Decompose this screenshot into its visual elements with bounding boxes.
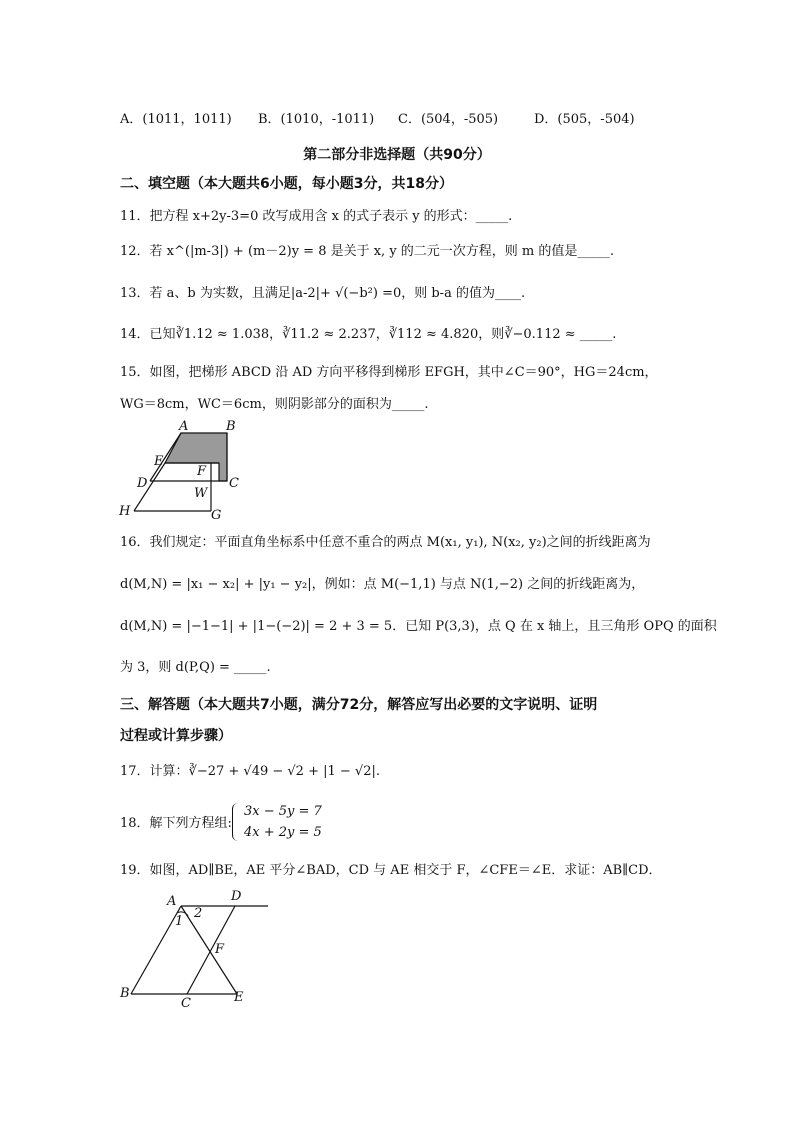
label-c: C	[181, 996, 191, 1010]
label-h: H	[119, 504, 131, 519]
system-brace	[232, 803, 239, 841]
equation-1: 3x − 5y = 7	[244, 804, 322, 819]
question-17: 17．计算：∛−27 + √49 − √2 + |1 − √2|.	[120, 764, 380, 779]
question-15-line-1: 15．如图，把梯形 ABCD 沿 AD 方向平移得到梯形 EFGH，其中∠C＝90°，HG＝24cm，	[120, 365, 658, 380]
label-b: B	[120, 986, 130, 1001]
label-g: G	[211, 508, 222, 523]
label-d: D	[137, 476, 148, 491]
label-f: F	[197, 464, 207, 479]
question-16-line-1: 16．我们规定：平面直角坐标系中任意不重合的两点 M(x₁, y₁), N(x₂, y₂)之间的折线距离为	[120, 535, 651, 550]
label-a: A	[167, 894, 177, 909]
question-16-line-2: d(M,N) = |x₁ − x₂| + |y₁ − y₂|，例如：点 M(−1,1) 与点 N(1,−2) 之间的折线距离为，	[120, 577, 645, 592]
parallel-lines-figure	[115, 885, 280, 1010]
label-f: F	[215, 942, 225, 957]
shaded-region	[165, 433, 227, 481]
label-w: W	[194, 486, 208, 501]
part2-title: 第二部分非选择题（共90分）	[303, 147, 491, 163]
question-12: 12．若 x^(|m-3|) + (m－2)y = 8 是关于 x, y 的二元一次方程，则 m 的值是_____.	[120, 244, 615, 259]
label-b: B	[226, 419, 236, 434]
question-13: 13．若 a、b 为实数，且满足|a-2|+ √(−b²) =0，则 b-a 的值为____.	[120, 286, 526, 301]
question-18-label: 18．解下列方程组:	[120, 816, 232, 831]
section3-heading-line-2: 过程或计算步骤）	[120, 728, 232, 744]
question-16-line-4: 为 3，则 d(P,Q) = _____.	[120, 660, 271, 675]
question-11: 11．把方程 x+2y-3=0 改写成用含 x 的式子表示 y 的形式：_____.	[120, 209, 513, 224]
trapezoid-figure	[115, 415, 255, 523]
equation-2: 4x + 2y = 5	[244, 825, 322, 840]
label-e: E	[154, 454, 164, 469]
label-angle-2: 2	[194, 906, 203, 921]
option-b: B．(1010，-1011)	[258, 112, 375, 127]
section3-heading-line-1: 三、解答题（本大题共7小题，满分72分，解答应写出必要的文字说明、证明	[120, 697, 598, 713]
question-14: 14．已知∛1.12 ≈ 1.038，∛11.2 ≈ 2.237，∛112 ≈ 4.820，则∛−0.112 ≈ _____.	[120, 327, 617, 342]
question-15-line-2: WG＝8cm，WC＝6cm，则阴影部分的面积为_____.	[120, 397, 429, 412]
label-angle-1: 1	[175, 914, 184, 929]
option-d: D．(505，-504)	[534, 112, 635, 127]
label-e: E	[234, 990, 244, 1005]
section2-heading: 二、填空题（本大题共6小题，每小题3分，共18分）	[120, 176, 453, 192]
question-16-line-3: d(M,N) = |−1−1| + |1−(−2)| = 2 + 3 = 5．已知 P(3,3)，点 Q 在 x 轴上，且三角形 OPQ 的面积	[120, 619, 717, 634]
option-a: A．(1011，1011)	[120, 112, 232, 127]
question-19: 19．如图，AD∥BE，AE 平分∠BAD，CD 与 AE 相交于 F，∠CFE＝∠E．求证：AB∥CD．	[120, 863, 662, 878]
label-d: D	[231, 889, 242, 904]
option-c: C．(504，-505)	[398, 112, 499, 127]
label-c: C	[229, 476, 239, 491]
label-a: A	[179, 419, 189, 434]
